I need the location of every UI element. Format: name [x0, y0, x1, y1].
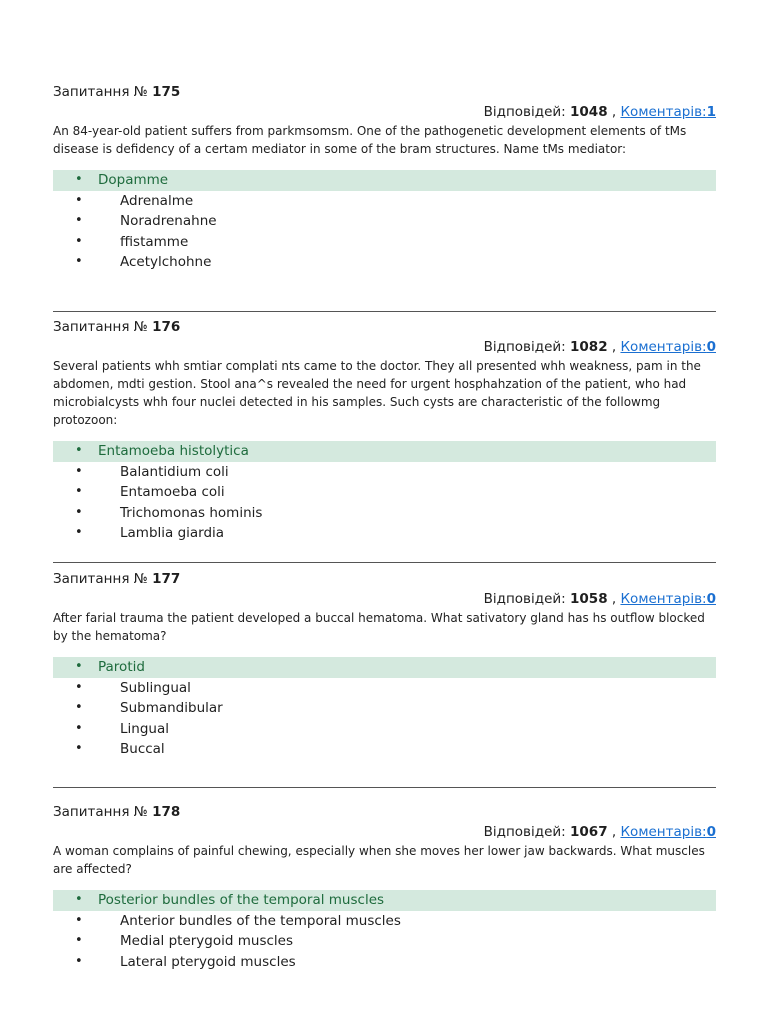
answer-option[interactable]: • Trichomonas hominis: [75, 503, 716, 524]
answer-option[interactable]: • Entamoeba coli: [75, 482, 716, 503]
answer-option[interactable]: • Sublingual: [75, 678, 716, 699]
comments-link[interactable]: [620, 104, 716, 120]
answers-count: 1058: [570, 591, 608, 607]
question-meta: Відповідей: 1067 , Коментарів:0: [483, 824, 716, 840]
question-meta: Відповідей: 1082 , Коментарів:0: [483, 339, 716, 355]
question-label: Запитання №: [53, 319, 148, 335]
comments-label: Коментарів:: [620, 591, 707, 607]
question-label: Запитання №: [53, 804, 148, 820]
answer-option[interactable]: • Acetylchohne: [75, 252, 716, 273]
comments-link[interactable]: [620, 591, 716, 607]
answer-option[interactable]: • Noradrenahne: [75, 211, 716, 232]
question-label: Запитання №: [53, 571, 148, 587]
answer-option-correct[interactable]: • Posterior bundles of the temporal muscles: [53, 890, 716, 911]
comments-count: 0: [706, 591, 716, 607]
answer-option[interactable]: • Medial pterygoid muscles: [75, 931, 716, 952]
question-text: After farial trauma the patient developed a buccal hematoma. What sativatory gland has hs outflow blocked by the hematoma?: [53, 611, 705, 643]
answer-option-correct[interactable]: • Parotid: [53, 657, 716, 678]
answer-option[interactable]: • Balantidium coli: [75, 462, 716, 483]
comments-count: 0: [706, 339, 716, 355]
question-title: [53, 569, 716, 589]
answer-list: [53, 890, 716, 972]
comments-label: Коментарів:: [620, 104, 707, 120]
question-meta: Відповідей: 1048 , Коментарів:1: [483, 104, 716, 120]
answer-option[interactable]: • Buccal: [75, 739, 716, 760]
comments-count: 1: [706, 104, 716, 120]
question-block: [53, 569, 716, 794]
question-separator: [53, 311, 716, 312]
question-number: 177: [152, 571, 181, 587]
answers-count: 1067: [570, 824, 608, 840]
question-number: 178: [152, 804, 181, 820]
answer-option[interactable]: • Lingual: [75, 719, 716, 740]
answer-option[interactable]: • ffistamme: [75, 232, 716, 253]
answer-list: [53, 441, 716, 544]
question-text: An 84-year-old patient suffers from parkmsomsm. One of the pathogenetic development elements of tMs disease is defidency of a certam mediator in some of the bram structures. Name tMs mediator:: [53, 124, 687, 156]
answer-list: [53, 657, 716, 760]
question-number: 176: [152, 319, 181, 335]
question-separator: [53, 787, 716, 788]
question-block: [53, 802, 716, 972]
question-text: A woman complains of painful chewing, especially when she moves her lower jaw backwards. What muscles are affected?: [53, 844, 705, 876]
answers-label: Відповідей:: [483, 339, 566, 355]
question-block: [53, 82, 716, 308]
answer-option[interactable]: • Anterior bundles of the temporal muscles: [75, 911, 716, 932]
answer-option[interactable]: • Submandibular: [75, 698, 716, 719]
question-text: Several patients whh smtiar complati nts came to the doctor. They all presented whh weakness, pam in the abdomen, mdti gestion. Stool ana^s revealed the need for urgent hosphahzation of the patient, who had microbialcysts whh four nuclei detected in his samples. Such cysts are characteristic of the followmg protozoon:: [53, 359, 701, 427]
comments-count: 0: [706, 824, 716, 840]
answers-label: Відповідей:: [483, 591, 566, 607]
answers-count: 1082: [570, 339, 608, 355]
answers-label: Відповідей:: [483, 104, 566, 120]
question-label: Запитання №: [53, 84, 148, 100]
answer-list: [53, 170, 716, 273]
comments-link[interactable]: [620, 339, 716, 355]
question-list: [53, 82, 716, 972]
question-title: [53, 317, 716, 337]
answer-option[interactable]: • Adrenalme: [75, 191, 716, 212]
question-title: [53, 82, 716, 102]
answer-option[interactable]: • Lateral pterygoid muscles: [75, 952, 716, 973]
question-block: [53, 317, 716, 569]
answer-option-correct[interactable]: • Dopamme: [53, 170, 716, 191]
question-meta: Відповідей: 1058 , Коментарів:0: [483, 591, 716, 607]
question-title: [53, 802, 716, 822]
answer-option-correct[interactable]: • Entamoeba histolytica: [53, 441, 716, 462]
comments-label: Коментарів:: [620, 339, 707, 355]
question-separator: [53, 562, 716, 563]
question-number: 175: [152, 84, 181, 100]
comments-link[interactable]: [620, 824, 716, 840]
comments-label: Коментарів:: [620, 824, 707, 840]
answer-option[interactable]: • Lamblia giardia: [75, 523, 716, 544]
answers-label: Відповідей:: [483, 824, 566, 840]
answers-count: 1048: [570, 104, 608, 120]
